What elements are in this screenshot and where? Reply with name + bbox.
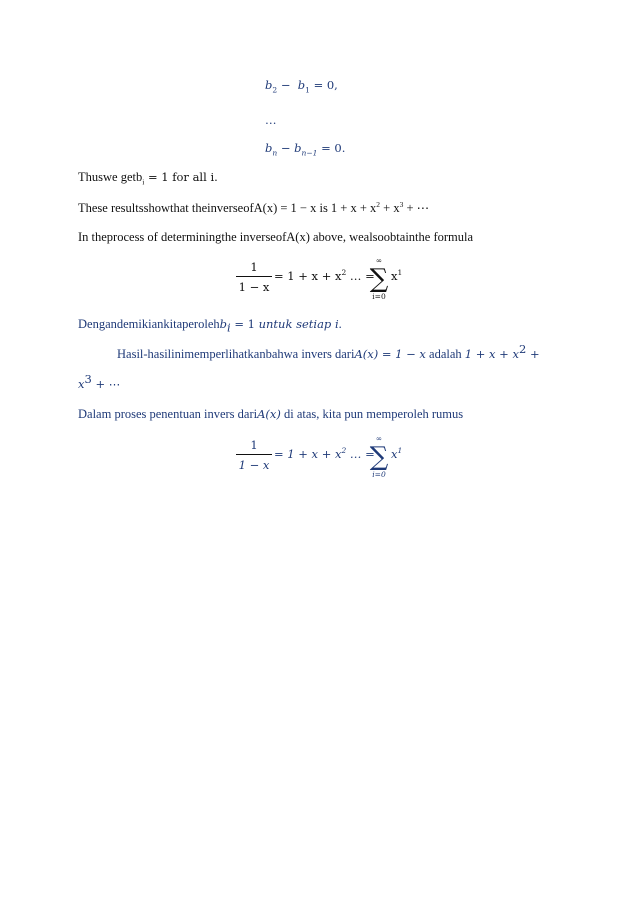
id-paragraph-2-line-2 [78,371,121,392]
id-formula-rhs-sup: 2 [341,446,347,456]
var-b1: b [297,78,306,92]
equation-ellipsis [265,113,277,127]
id-p3-text-a: Dalam proses penentuan invers dari [78,407,258,421]
en-fraction-numerator: 1 [236,260,272,277]
var-b2: b [265,78,273,92]
id-fraction-numerator: 1 [236,438,272,455]
id-formula-fraction [236,438,272,472]
id-p1-var-b: b [219,317,227,331]
en-p3-text: In theprocess of determiningthe inverseofA(x) above, wealsoobtainthe formula [78,230,474,244]
en-sum-symbol: ∑ [369,264,389,294]
minus-sign-2: − [280,141,291,155]
id-p1-sub-i: i [227,320,231,335]
id-formula-rhs-a: = 1 + x + x [274,447,342,461]
id-p2-math-c: + [526,347,540,361]
id-p2-line2-sup-3: 3 [84,371,92,386]
id-p3-text-b: di atas, kita pun memperoleh rumus [280,407,464,421]
en-formula-rhs-b: … = [346,269,375,283]
sub-1: 1 [305,85,310,95]
en-paragraph-2 [78,200,429,216]
id-p1-text-d: . [338,317,342,331]
id-p3-math-a: A(x) [257,407,281,421]
equation-b2-b1 [265,78,338,95]
en-formula-rhs-a: = 1 + x + x [274,269,342,283]
rhs-zero-period: = 0. [321,141,346,155]
en-p2-sup-2: 2 [376,199,381,209]
en-formula-fraction [236,260,272,294]
en-paragraph-3 [78,230,473,245]
id-sum-lower-limit: i=0 [372,470,386,479]
id-formula-rhs [274,447,375,461]
en-sum-term-sup: 1 [397,268,403,278]
id-formula-rhs-b: … = [346,447,375,461]
en-sum-upper-limit: ∞ [375,256,383,265]
en-p2-sup-3: 3 [399,199,404,209]
en-p1-sub-i: i [142,177,145,187]
en-p1-text-a: Thuswe getb [78,170,143,184]
id-p1-text-a: Dengandemikiankitaperoleh [78,317,220,331]
id-sum-symbol: ∑ [369,442,389,472]
id-sum-term-x: x [391,447,398,461]
en-p1-text-b: = 1 for all i. [144,170,218,184]
en-sum-lower-limit: i=0 [372,292,386,301]
en-p2-text-a: These resultsshowthat theinverseofA(x) = 1 − x is 1 + x + x [78,201,377,215]
id-summation [367,434,391,480]
id-paragraph-2-line-1 [117,341,540,362]
id-sum-term [391,447,402,461]
en-formula-rhs [274,269,375,283]
id-p2-line2-math-b: + ⋯ [91,377,121,391]
var-bn: b [265,141,273,155]
equation-bn-bn1 [265,141,346,158]
sub-n-minus-1: n−1 [301,148,318,158]
rhs-zero: = 0, [313,78,338,92]
id-p2-text-b: adalah [425,347,465,361]
id-fraction-denominator: 1 − x [238,458,270,472]
id-p2-line2-math-a: x [78,377,85,391]
id-sum-term-sup: 1 [397,446,403,456]
id-p2-math-a: A(x) = 1 − x [354,347,426,361]
en-summation [367,256,391,302]
id-sum-upper-limit: ∞ [375,434,383,443]
en-sum-term [391,269,402,283]
minus-sign: − [280,78,291,92]
en-p2-text-c: + ⋯ [403,201,430,215]
id-p1-text-c: untuk setiap i [258,317,339,331]
en-formula-rhs-sup: 2 [341,268,347,278]
id-p2-sup-2: 2 [518,341,527,356]
en-p2-text-b: + x [380,201,400,215]
var-bn1: b [294,141,302,155]
en-paragraph-1 [78,170,218,185]
id-p1-text-b: = 1 [230,317,259,331]
id-p2-text-a: Hasil-hasilinimemperlihatkanbahwa invers dari [117,347,355,361]
en-sum-term-x: x [391,269,398,283]
sub-2: 2 [272,85,278,95]
id-paragraph-1 [78,317,342,335]
en-fraction-denominator: 1 − x [238,280,270,294]
ellipsis-text: … [265,113,277,127]
id-paragraph-3 [78,407,463,422]
id-p2-math-b: 1 + x + x [464,347,519,361]
sub-n: n [272,148,278,158]
